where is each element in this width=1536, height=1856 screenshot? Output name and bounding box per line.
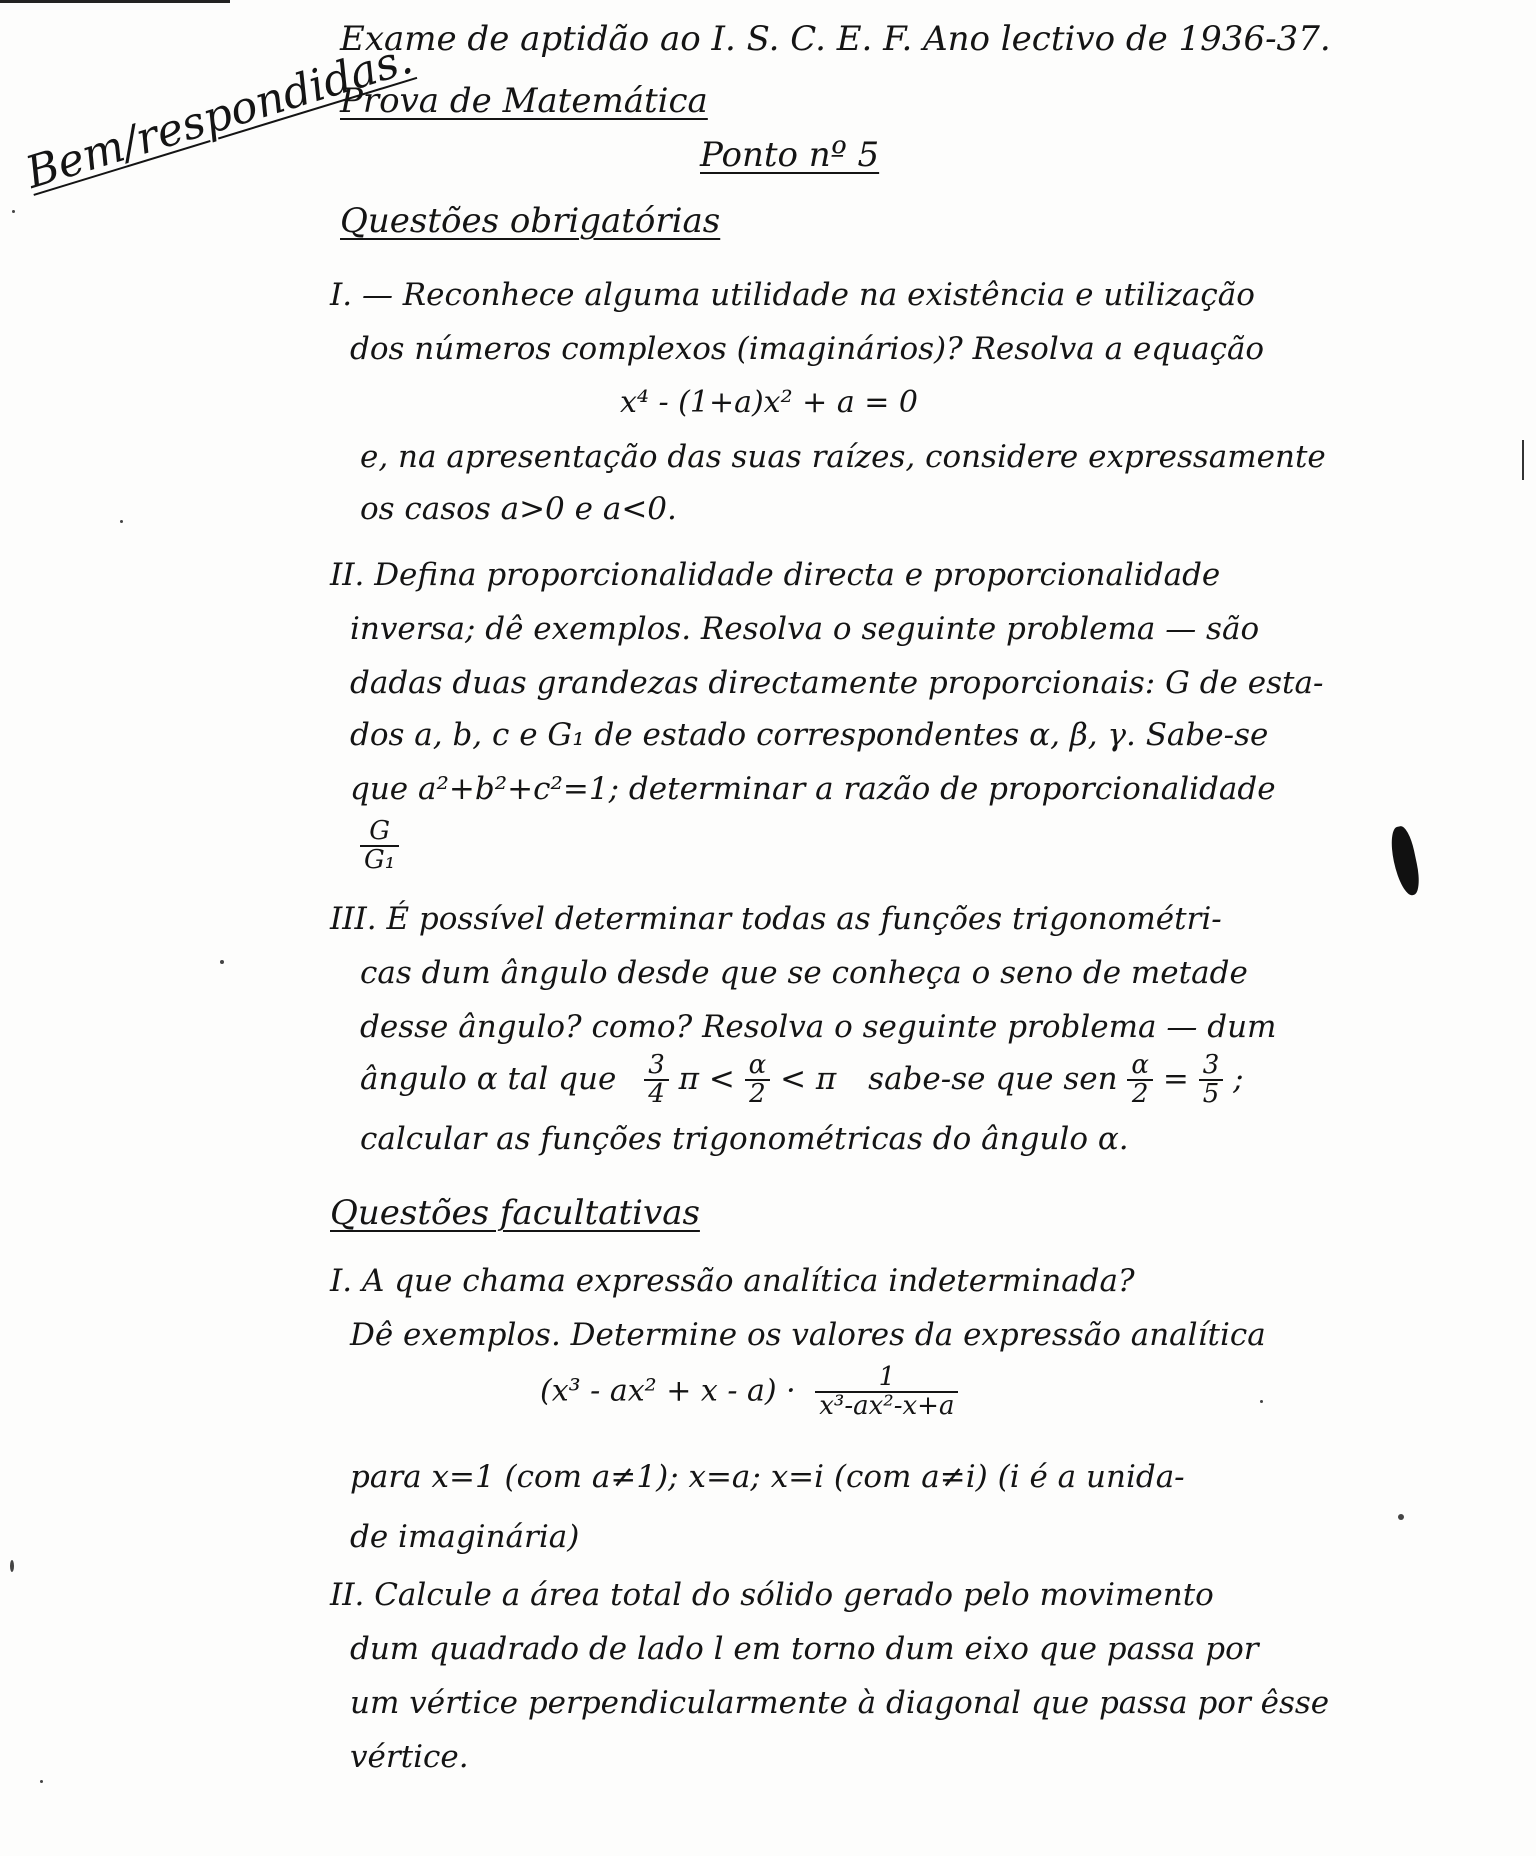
scan-speck [220, 960, 224, 964]
optional-heading: Questões facultativas [330, 1193, 700, 1233]
q3-frac-3-4-den: 4 [648, 1079, 665, 1110]
q3-line-1: III. É possível determinar todas as funções trigonométri- [330, 901, 1222, 937]
q3-frac-alpha-2-num: α [745, 1052, 771, 1081]
margin-mark [1522, 440, 1524, 480]
q3-frac-3-5 [1199, 1052, 1224, 1109]
q3-line-2: cas dum ângulo desde que se conheça o seno de metade [360, 955, 1248, 991]
q3-frac-3-4 [644, 1052, 669, 1109]
ratio-numerator: G [360, 818, 399, 847]
oq2-line-3: um vértice perpendicularmente à diagonal que passa por êsse [350, 1685, 1330, 1721]
oq1-line-1: I. A que chama expressão analítica indeterminada? [330, 1263, 1135, 1299]
q3-sabe-se: sabe-se que sen [868, 1060, 1118, 1097]
q3-frac-alpha-2b [1127, 1052, 1153, 1109]
top-rule [0, 0, 230, 3]
q1-equation: x⁴ - (1+a)x² + a = 0 [620, 385, 919, 420]
scan-speck [1398, 1514, 1404, 1520]
exam-subject: Prova de Matemática [340, 81, 708, 121]
q3-frac-alpha-2b-den: 2 [1131, 1079, 1149, 1110]
oq2-line-4: vértice. [350, 1739, 469, 1775]
q3-line-6: calcular as funções trigonométricas do ângulo α. [360, 1121, 1129, 1157]
oq2-line-2: dum quadrado de lado l em torno dum eixo que passa por [350, 1631, 1259, 1667]
ink-blot [1387, 824, 1423, 897]
q3-semicolon: ; [1233, 1060, 1244, 1097]
q3-line-4 [360, 1052, 1244, 1109]
q3-lt-pi: < π [780, 1060, 837, 1097]
scan-speck [120, 520, 123, 523]
q1-line-1: I. — Reconhece alguma utilidade na existência e utilização [330, 277, 1255, 313]
point-number: Ponto nº 5 [700, 135, 880, 175]
q3-frac-alpha-2 [745, 1052, 771, 1109]
oq1-expr-fraction [815, 1364, 958, 1421]
ratio-denominator: G₁ [364, 845, 396, 876]
q3-frac-alpha-2b-num: α [1127, 1052, 1153, 1081]
q2-line-2: inversa; dê exemplos. Resolva o seguinte problema — são [350, 611, 1260, 647]
q1-line-2: dos números complexos (imaginários)? Resolva a equação [350, 331, 1265, 367]
scan-speck [10, 1560, 14, 1572]
oq2-line-1: II. Calcule a área total do sólido gerado pelo movimento [330, 1577, 1214, 1613]
oq1-expr-left: (x³ - ax² + x - a) · [540, 1373, 796, 1409]
q3-frac-3-4-num: 3 [644, 1052, 669, 1081]
q3-frac-3-5-den: 5 [1202, 1079, 1220, 1110]
q3-frac-alpha-2-den: 2 [749, 1079, 766, 1110]
oq1-line-2: Dê exemplos. Determine os valores da expressão analítica [350, 1317, 1266, 1353]
q2-line-5: que a²+b²+c²=1; determinar a razão de proporcionalidade [350, 771, 1276, 807]
q3-line-4-text: ângulo α tal que [360, 1060, 617, 1097]
q1-line-4: os casos a>0 e a<0. [360, 491, 677, 527]
oq1-line-3: para x=1 (com a≠1); x=a; x=i (com a≠i) (i é a unida- [350, 1459, 1185, 1495]
q3-frac-3-5-num: 3 [1199, 1052, 1224, 1081]
scan-speck [12, 210, 15, 213]
oq1-expr-den: x³-ax²-x+a [819, 1391, 955, 1422]
q2-line-4: dos a, b, c e G₁ de estado correspondentes α, β, γ. Sabe-se [350, 717, 1269, 753]
ratio-fraction [360, 818, 399, 875]
q3-eq: = [1162, 1060, 1189, 1097]
q3-pi-lt: π < [678, 1060, 735, 1097]
q2-line-3: dadas duas grandezas directamente proporcionais: G de esta- [350, 665, 1324, 701]
scan-speck [40, 1780, 43, 1783]
margin-annotation: Bem/respondidas. [20, 32, 419, 199]
oq1-line-4: de imaginária) [350, 1519, 580, 1555]
exam-title: Exame de aptidão ao I. S. C. E. F. Ano lectivo de 1936-37. [340, 19, 1331, 59]
q2-line-1: II. Defina proporcionalidade directa e proporcionalidade [330, 557, 1221, 593]
oq1-expr-num: 1 [815, 1364, 958, 1393]
oq1-expression [540, 1364, 958, 1421]
q3-line-3: desse ângulo? como? Resolva o seguinte problema — dum [360, 1009, 1277, 1045]
scan-speck [1260, 1400, 1263, 1403]
mandatory-heading: Questões obrigatórias [340, 201, 721, 241]
q2-ratio [360, 818, 399, 875]
q1-line-3: e, na apresentação das suas raízes, considere expressamente [360, 439, 1326, 475]
